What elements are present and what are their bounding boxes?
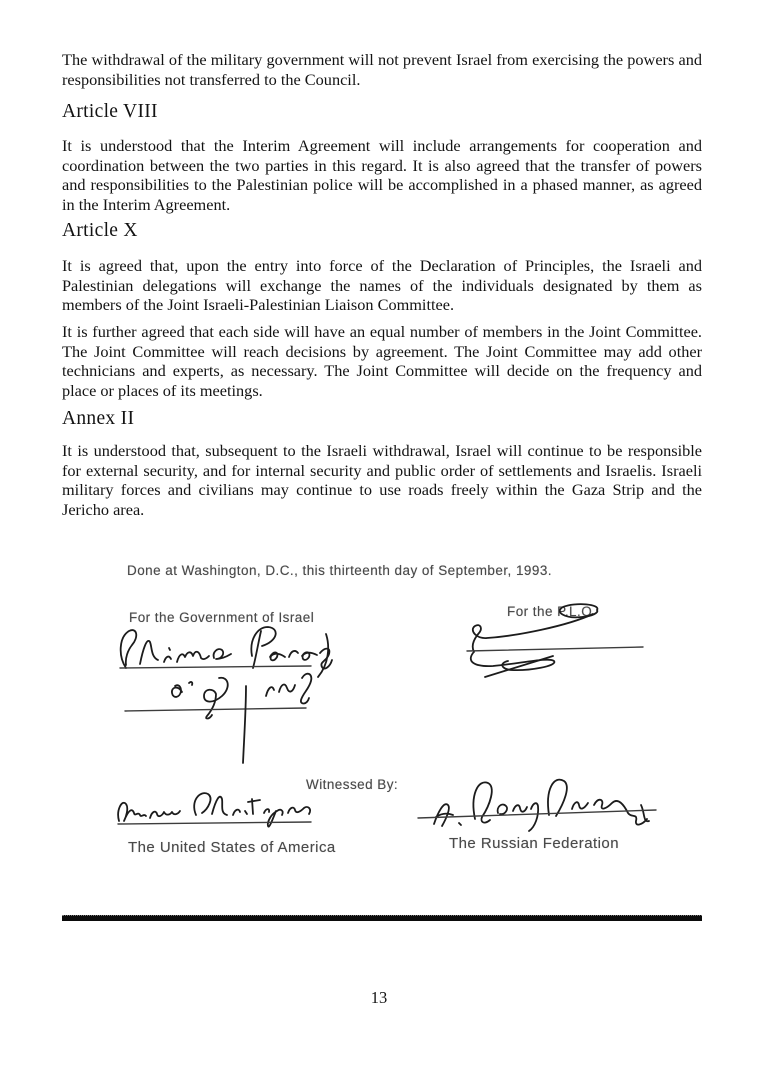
signature-shimon-peres bbox=[110, 612, 340, 777]
signature-russian-federation bbox=[412, 775, 662, 840]
russia-party-label: The Russian Federation bbox=[449, 835, 619, 852]
witnessed-by-label: Witnessed By: bbox=[306, 777, 399, 792]
annex-ii-paragraph: It is understood that, subsequent to the Israeli withdrawal, Israel will continue to be responsible for external security, and for internal security and public order of settlements and Israelis. Israeli military forces and civilians may continue to use roads freely within the Gaza Strip and the Jericho area. bbox=[62, 441, 702, 519]
done-at-line: Done at Washington, D.C., this thirteenth day of September, 1993. bbox=[127, 563, 552, 578]
heading-article-viii: Article VIII bbox=[62, 101, 158, 122]
article-viii-paragraph: It is understood that the Interim Agreement will include arrangements for cooperation and coordination between the two parties in this regard. It is also agreed that the transfer of powers and responsibilities to the Palestinian police will be accomplished in a phased manner, as agreed in the Interim Agreement. bbox=[62, 136, 702, 214]
intro-paragraph: The withdrawal of the military government will not prevent Israel from exercising the powers and responsibilities not transferred to the Council. bbox=[62, 50, 702, 89]
plo-party-label: For the P.L.O bbox=[507, 604, 593, 619]
page-number: 13 bbox=[370, 988, 388, 1007]
article-x-paragraph-1: It is agreed that, upon the entry into force of the Declaration of Principles, the Israeli and Palestinian delegations will exchange the names of the individuals designated by them as members of the Joint Israeli-Palestinian Liaison Committee. bbox=[62, 256, 702, 315]
us-party-label: The United States of America bbox=[128, 839, 336, 856]
israel-party-label: For the Government of Israel bbox=[129, 610, 315, 625]
bottom-rule bbox=[62, 915, 702, 921]
heading-annex-ii: Annex II bbox=[62, 408, 135, 429]
signature-warren-christopher bbox=[112, 785, 322, 840]
heading-article-x: Article X bbox=[62, 220, 138, 241]
article-x-paragraph-2: It is further agreed that each side will have an equal number of members in the Joint Committee. The Joint Committee will reach decisions by agreement. The Joint Committee may add other technicians and experts, as necessary. The Joint Committee will decide on the frequency and place or places of its meetings. bbox=[62, 322, 702, 400]
